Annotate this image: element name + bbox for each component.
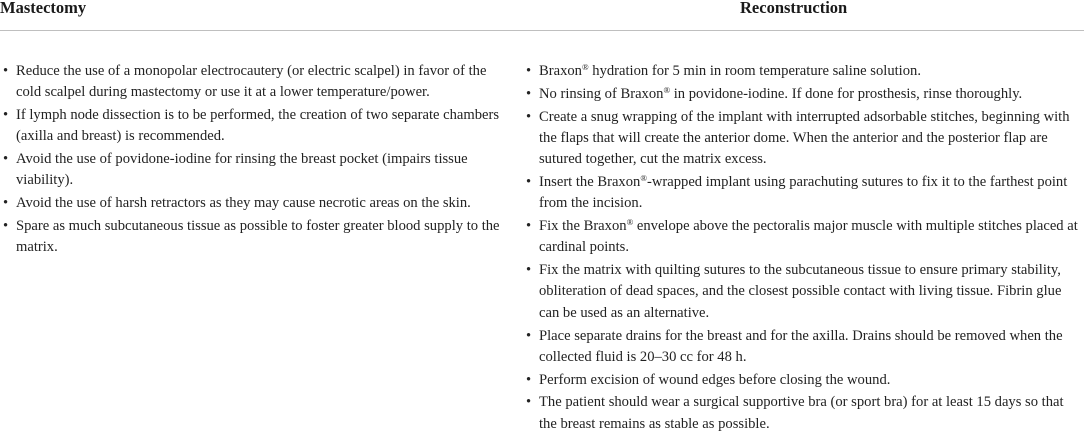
bullet-icon: • [3, 151, 9, 168]
bullet-icon: • [526, 218, 532, 235]
bullet-icon: • [526, 327, 532, 344]
bullet-icon: • [526, 371, 532, 388]
reconstruction-item: • The patient should wear a surgical supportive bra (or sport bra) for at least 15 days so that the breast remains as stable as possible. [526, 394, 1064, 432]
table-header-row [0, 0, 1084, 31]
reconstruction-item: • Insert the Braxon®-wrapped implant using parachuting sutures to fix it to the farthest point from the incision. [526, 173, 1068, 212]
bullet-icon: • [3, 218, 9, 235]
header-reconstruction: Reconstruction [740, 0, 848, 17]
reconstruction-item: • No rinsing of Braxon® in povidone-iodine. If done for prosthesis, rinse thoroughly. [523, 84, 1084, 105]
bullet-icon: • [526, 108, 532, 125]
mastectomy-item: • Avoid the use of povidone-iodine for rinsing the breast pocket (impairs tissue viability). [3, 151, 468, 189]
reconstruction-item: • Create a snug wrapping of the implant with interrupted adsorbable stitches, beginning with the flaps that will create the anterior dome. When the anterior and the posterior flap are sutured together, cut the matrix excess. [526, 108, 1070, 168]
reconstruction-item: • Braxon® hydration for 5 min in room temperature saline solution. [523, 61, 1084, 82]
bullet-icon: • [526, 262, 532, 279]
reconstruction-item: • Place separate drains for the breast and for the axilla. Drains should be removed when the collected fluid is 20–30 cc for 48 h. [526, 327, 1063, 365]
bullet-icon: • [526, 63, 532, 79]
mastectomy-item: • Reduce the use of a monopolar electrocautery (or electric scalpel) in favor of the cold scalpel during mastectomy or use it at a lower temperature/power. [3, 63, 487, 101]
mastectomy-item: • Spare as much subcutaneous tissue as possible to foster greater blood supply to the matrix. [3, 218, 500, 256]
bullet-icon: • [3, 195, 9, 212]
reconstruction-list [523, 61, 1084, 437]
reconstruction-item: • Fix the matrix with quilting sutures to the subcutaneous tissue to ensure primary stability, obliteration of dead spaces, and the closest possible contact with living tissue. Fibrin glue can be used as an alternative. [526, 262, 1062, 321]
bullet-icon: • [3, 63, 9, 79]
bullet-icon: • [526, 173, 532, 190]
bullet-icon: • [526, 85, 532, 102]
mastectomy-item: • Avoid the use of harsh retractors as they may cause necrotic areas on the skin. [0, 193, 510, 214]
bullet-icon: • [526, 394, 532, 411]
header-mastectomy: Mastectomy [0, 0, 87, 17]
mastectomy-item: • If lymph node dissection is to be performed, the creation of two separate chambers (axilla and breast) is recommended. [3, 107, 500, 145]
reconstruction-item: • Fix the Braxon® envelope above the pectoralis major muscle with multiple stitches placed at cardinal points. [526, 217, 1078, 256]
bullet-icon: • [3, 107, 9, 124]
mastectomy-list [0, 61, 510, 260]
reconstruction-item: • Perform excision of wound edges before closing the wound. [523, 370, 1084, 391]
